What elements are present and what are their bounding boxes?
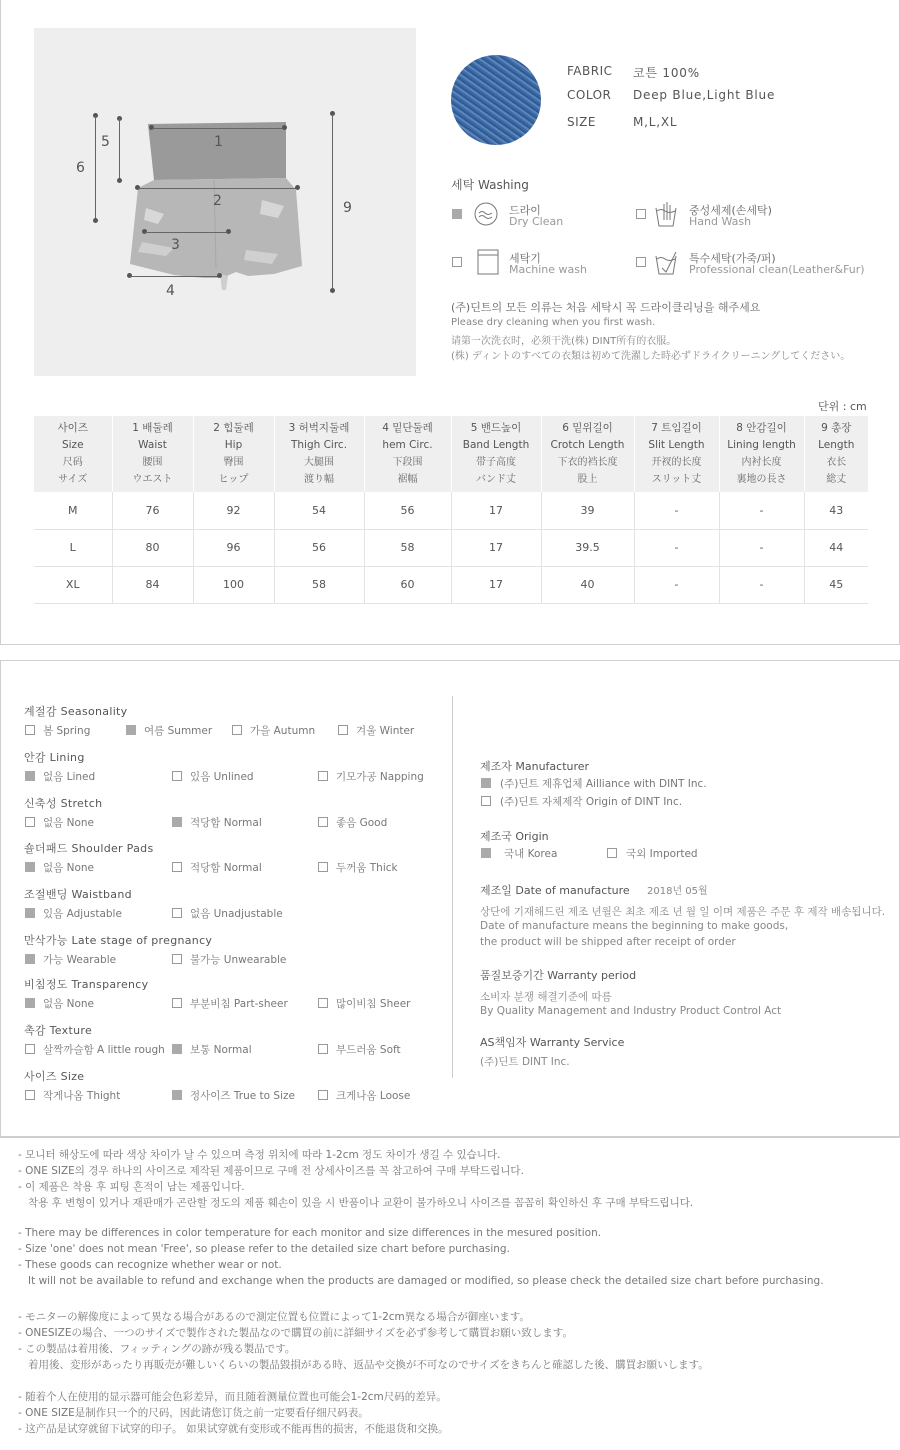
attribute-option-label: 보통 Normal (190, 1044, 252, 1056)
attribute-option-label: 많이비침 Sheer (336, 998, 411, 1010)
attribute-checkbox[interactable] (172, 1044, 182, 1054)
table-cell: 45 (804, 566, 868, 603)
attribute-option-label: 크게나옴 Loose (336, 1090, 411, 1102)
professional-clean-label-en: Professional clean(Leather&Fur) (689, 263, 865, 276)
table-cell: - (719, 529, 804, 566)
table-cell: 17 (451, 566, 541, 603)
manufacture-date-note-ko: 상단에 기재해드린 제조 년월은 최초 제조 년 월 일 이며 제품은 주문 후 제작 배송됩니다. (480, 906, 886, 918)
header-line: 臀围 (223, 457, 244, 468)
attribute-title: 촉감 Texture (24, 1024, 93, 1037)
disclaimer-section (0, 1137, 900, 1450)
attribute-checkbox[interactable] (25, 954, 35, 964)
header-line: 股上 (577, 474, 598, 485)
size-value: M,L,XL (633, 115, 678, 129)
disclaimer-line: - この製品は着用後、フィッティングの跡が残る製品です。 (18, 1343, 296, 1355)
manufacturer-origin-checkbox[interactable] (481, 796, 491, 806)
header-line: 带子高度 (476, 457, 516, 468)
dry-clean-label-en: Dry Clean (509, 215, 564, 228)
attribute-checkbox[interactable] (318, 817, 328, 827)
table-cell: 96 (193, 529, 274, 566)
table-cell: 58 (364, 529, 451, 566)
header-line: 腰围 (142, 457, 163, 468)
header-line: Slit Length (648, 439, 705, 451)
machine-wash-label: 세탁기 (509, 252, 541, 265)
machine-wash-checkbox[interactable] (452, 257, 462, 267)
fabric-label: FABRIC (567, 64, 613, 78)
attribute-checkbox[interactable] (172, 998, 182, 1008)
disclaimer-line: - These goods can recognize whether wear or not. (18, 1259, 282, 1271)
dry-clean-label: 드라이 (509, 204, 541, 217)
fabric-value: 코튼 100% (633, 66, 700, 80)
washing-note-en: Please dry cleaning when you first wash. (451, 317, 656, 328)
attribute-title: 계절감 Seasonality (24, 705, 128, 718)
dimension-label-6: 6 (76, 160, 85, 176)
attribute-checkbox[interactable] (318, 1044, 328, 1054)
washing-note-ko: (주)딘트의 모든 의류는 처음 세탁시 꼭 드라이클리닝을 해주세요 (451, 301, 761, 314)
machine-wash-label-en: Machine wash (509, 263, 587, 276)
disclaimer-line: It will not be available to refund and exchange when the products are damaged or modified, so please check the detailed size chart before purchasing. (18, 1275, 824, 1287)
header-line: 衣长 (826, 457, 847, 468)
table-cell: 58 (274, 566, 364, 603)
manufacture-date-title: 제조일 Date of manufacture (480, 884, 630, 897)
header-line: ヒップ (218, 474, 249, 485)
attribute-option-label: 적당함 Normal (190, 862, 262, 874)
table-cell: 17 (451, 492, 541, 529)
table-cell: 60 (364, 566, 451, 603)
manufacturer-title: 제조자 Manufacturer (480, 760, 590, 773)
table-cell: - (719, 566, 804, 603)
header-line: 1 배둘레 (132, 422, 173, 434)
size-table (34, 416, 868, 604)
attribute-checkbox[interactable] (318, 771, 328, 781)
header-line: hem Circ. (382, 439, 433, 451)
color-value: Deep Blue,Light Blue (633, 88, 776, 102)
header-line: 7 트임길이 (651, 422, 702, 434)
dimension-label-2: 2 (213, 193, 222, 209)
table-cell: 84 (112, 566, 193, 603)
header-line: 裏地の長さ (736, 474, 787, 485)
table-cell: - (634, 529, 719, 566)
attribute-checkbox[interactable] (172, 771, 182, 781)
attribute-title: 숄더패드 Shoulder Pads (24, 842, 154, 855)
header-line: 6 밑위길이 (562, 422, 613, 434)
manufacture-date-note-en-1: Date of manufacture means the beginning to make goods, (480, 920, 789, 932)
table-row (34, 566, 868, 603)
attribute-title: 조절밴딩 Waistband (24, 888, 132, 901)
header-line: 尺码 (62, 457, 83, 468)
attribute-title: 신축성 Stretch (24, 797, 103, 810)
origin-korea-label: 국내 Korea (504, 848, 558, 860)
header-line: 下段围 (392, 457, 423, 468)
professional-clean-icon (654, 248, 678, 276)
attribute-checkbox[interactable] (25, 771, 35, 781)
warranty-period-en: By Quality Management and Industry Product Control Act (480, 1005, 782, 1017)
attribute-option-label: 있음 Adjustable (43, 908, 122, 920)
size-table-header-cell (112, 416, 193, 492)
column-divider (452, 696, 453, 1078)
dry-clean-checkbox[interactable] (452, 209, 462, 219)
attribute-checkbox[interactable] (25, 1044, 35, 1054)
header-line: Lining length (727, 439, 796, 451)
header-line: 総丈 (826, 474, 847, 485)
dimension-label-3: 3 (171, 237, 180, 253)
table-cell: 76 (112, 492, 193, 529)
table-cell: M (34, 492, 112, 529)
header-line: 内衬长度 (741, 457, 782, 468)
disclaimer-line: - Size 'one' does not mean 'Free', so please refer to the detailed size chart before purchasing. (18, 1243, 510, 1255)
attribute-checkbox[interactable] (232, 725, 242, 735)
attribute-option-label: 여름 Summer (144, 725, 213, 737)
warranty-period-title: 품질보증기간 Warranty period (480, 969, 637, 982)
warranty-service-title: AS책임자 Warranty Service (480, 1036, 625, 1049)
size-table-header-cell (541, 416, 634, 492)
product-attributes-section (0, 660, 900, 1137)
size-table-header-cell (34, 416, 112, 492)
color-label: COLOR (567, 88, 612, 102)
header-line: 下衣的裆长度 (557, 457, 618, 468)
size-table-header-cell (451, 416, 541, 492)
header-line: 사이즈 (57, 422, 88, 434)
attribute-option-label: 있음 Unlined (190, 771, 254, 783)
table-cell: - (634, 566, 719, 603)
attribute-option-label: 좋음 Good (336, 817, 388, 829)
attribute-option-label: 적당함 Normal (190, 817, 262, 829)
hand-wash-label-en: Hand Wash (689, 215, 752, 228)
attribute-option-label: 봄 Spring (43, 725, 91, 737)
disclaimer-line: - 모니터 해상도에 따라 색상 차이가 날 수 있으며 측정 위치에 따라 1-2cm 정도 차이가 생길 수 있습니다. (18, 1149, 501, 1161)
attribute-title: 사이즈 Size (24, 1070, 85, 1083)
table-cell: 44 (804, 529, 868, 566)
header-line: 4 밑단둘레 (382, 422, 433, 434)
manufacture-date-note-en-2: the product will be shipped after receipt of order (480, 936, 736, 948)
attribute-checkbox[interactable] (318, 1090, 328, 1100)
washing-note-ja: (株) ディントのすべての衣類は初めて洗濯した時必ずドライクリーニングしてください。 (451, 351, 851, 362)
shorts-illustration (34, 28, 416, 376)
header-line: Waist (138, 439, 167, 451)
attribute-option-label: 정사이즈 True to Size (190, 1090, 295, 1102)
professional-clean-label: 특수세탁(가죽/퍼) (689, 252, 776, 265)
header-line: 大腿围 (304, 457, 334, 468)
header-line: Size (61, 439, 84, 451)
size-label: SIZE (567, 115, 596, 129)
disclaimer-line: - モニターの解像度によって異なる場合があるので測定位置も位置によって1-2cm異なる場合が御座います。 (18, 1311, 530, 1323)
size-table-header-cell (634, 416, 719, 492)
table-cell: - (719, 492, 804, 529)
size-table-header-cell (719, 416, 804, 492)
attribute-checkbox[interactable] (172, 954, 182, 964)
header-line: Band Length (462, 439, 530, 451)
size-table-header-cell (193, 416, 274, 492)
attribute-checkbox[interactable] (318, 998, 328, 1008)
disclaimer-line: - 随着个人在使用的显示器可能会色彩差异，而且随着测量位置也可能会1-2cm尺码的差异。 (18, 1391, 447, 1403)
origin-title: 제조국 Origin (480, 830, 549, 843)
attribute-checkbox[interactable] (25, 908, 35, 918)
attribute-checkbox[interactable] (318, 862, 328, 872)
header-line: Length (818, 439, 855, 451)
table-cell: 56 (364, 492, 451, 529)
table-cell: 17 (451, 529, 541, 566)
header-line: 开衩的长度 (651, 457, 702, 468)
attribute-checkbox[interactable] (25, 1090, 35, 1100)
hand-wash-icon (654, 200, 678, 228)
disclaimer-line: - 这产品是试穿就留下试穿的印子。 如果试穿就有变形或不能再售的损害，不能退货和交换。 (18, 1423, 449, 1435)
manufacturer-alliance-label: (주)딘트 제휴업체 Ailliance with DINT Inc. (500, 778, 707, 790)
attribute-option-label: 부분비침 Part-sheer (190, 998, 288, 1010)
origin-imported-label: 국외 Imported (626, 848, 698, 860)
hand-wash-checkbox[interactable] (636, 209, 646, 219)
attribute-option-label: 없음 None (43, 862, 95, 874)
header-line: 5 밴드높이 (470, 422, 522, 434)
header-line: 3 허벅지둘레 (288, 422, 350, 434)
attribute-title: 안감 Lining (24, 751, 85, 764)
attribute-checkbox[interactable] (25, 725, 35, 735)
disclaimer-line: - ONESIZEの場合、一つのサイズで製作された製品なので購買の前に詳細サイズを必ず参考して購買お願い致します。 (18, 1327, 573, 1339)
dimension-label-1: 1 (214, 134, 223, 150)
attribute-title: 비침정도 Transparency (24, 978, 149, 991)
machine-wash-icon (476, 248, 500, 276)
attribute-option-label: 작게나옴 Thight (43, 1090, 121, 1102)
dry-clean-icon (474, 201, 498, 229)
attribute-option-label: 없음 None (43, 998, 95, 1010)
disclaimer-line: - ONE SIZE의 경우 하나의 사이즈로 제작된 제품이므로 구매 전 상세사이즈를 꼭 참고하여 구매 부탁드립니다. (18, 1165, 524, 1177)
attribute-option-label: 부드러움 Soft (336, 1044, 401, 1056)
header-line: バンド丈 (476, 474, 516, 485)
attribute-checkbox[interactable] (126, 725, 136, 735)
table-cell: 56 (274, 529, 364, 566)
manufacturer-alliance-checkbox[interactable] (481, 778, 491, 788)
dimension-label-4: 4 (166, 283, 175, 299)
table-cell: L (34, 529, 112, 566)
header-line: 2 힙둘레 (213, 422, 254, 434)
hand-wash-label: 중성세제(손세탁) (689, 204, 772, 217)
table-cell: 54 (274, 492, 364, 529)
attribute-checkbox[interactable] (25, 862, 35, 872)
attribute-checkbox[interactable] (172, 817, 182, 827)
attribute-checkbox[interactable] (338, 725, 348, 735)
table-row (34, 492, 868, 529)
attribute-title: 만삭가능 Late stage of pregnancy (24, 934, 213, 947)
fabric-swatch (451, 55, 541, 145)
attribute-option-label: 겨울 Winter (356, 725, 415, 737)
professional-clean-checkbox[interactable] (636, 257, 646, 267)
table-cell: - (634, 492, 719, 529)
washing-note-zh: 请第一次洗衣时，必须干洗(株) DINT所有的衣服。 (451, 336, 677, 347)
dimension-label-5: 5 (101, 134, 110, 150)
attribute-checkbox[interactable] (25, 817, 35, 827)
disclaimer-line: - There may be differences in color temperature for each monitor and size differences in the mesured position. (18, 1227, 602, 1239)
size-table-header-cell (274, 416, 364, 492)
attribute-option-label: 가을 Autumn (250, 725, 316, 737)
attribute-option-label: 살짝까슬함 A little rough (43, 1044, 165, 1056)
size-table-header-cell (804, 416, 868, 492)
attribute-option-label: 기모가공 Napping (336, 771, 424, 783)
header-line: Thigh Circ. (290, 439, 348, 451)
origin-imported-checkbox[interactable] (607, 848, 617, 858)
header-line: Crotch Length (550, 439, 625, 451)
table-cell: 100 (193, 566, 274, 603)
table-cell: 39 (541, 492, 634, 529)
attribute-option-label: 불가능 Unwearable (190, 954, 287, 966)
header-line: スリット丈 (651, 474, 702, 485)
size-table-header (34, 416, 868, 492)
header-line: 裾幅 (397, 474, 418, 485)
attribute-option-label: 가능 Wearable (43, 954, 117, 966)
attribute-checkbox[interactable] (25, 998, 35, 1008)
header-line: サイズ (58, 474, 88, 485)
washing-title: 세탁 Washing (451, 178, 529, 192)
header-line: 8 안감길이 (736, 422, 787, 434)
attribute-checkbox[interactable] (172, 1090, 182, 1100)
attribute-option-label: 없음 Unadjustable (190, 908, 283, 920)
attribute-checkbox[interactable] (172, 862, 182, 872)
unit-label: 단위 : cm (818, 400, 867, 413)
table-cell: 39.5 (541, 529, 634, 566)
disclaimer-line: - ONE SIZE是制作只一个的尺码，因此请您订货之前一定要看仔细尺码表。 (18, 1407, 369, 1419)
table-cell: 43 (804, 492, 868, 529)
warranty-service-value: (주)딘트 DINT Inc. (480, 1056, 570, 1068)
header-line: 渡り幅 (304, 474, 334, 485)
manufacture-date-value: 2018년 05월 (647, 886, 708, 897)
table-cell: 92 (193, 492, 274, 529)
manufacturer-origin-label: (주)딘트 자체제작 Origin of DINT Inc. (500, 796, 683, 808)
disclaimer-line: 着用後、変形があったり再販売が難しいくらいの製品毀損がある時、返品や交換が不可なのでサイズをきちんと確認した後、購買お願いします。 (18, 1359, 709, 1371)
disclaimer-line: 착용 후 변형이 있거나 재판매가 곤란할 정도의 제품 훼손이 있을 시 반품이나 교환이 불가하오니 사이즈를 꼼꼼히 확인하신 후 구매 부탁드립니다. (18, 1197, 694, 1209)
header-line: 9 총장 (821, 422, 852, 434)
warranty-period-ko: 소비자 분쟁 해결기준에 따름 (480, 991, 612, 1003)
table-row (34, 529, 868, 566)
header-line: Hip (224, 439, 243, 451)
table-cell: 40 (541, 566, 634, 603)
attribute-option-label: 없음 Lined (43, 771, 96, 783)
size-diagram (34, 28, 416, 376)
disclaimer-line: - 이 제품은 착용 후 피팅 흔적이 남는 제품입니다. (18, 1181, 245, 1193)
table-cell: 80 (112, 529, 193, 566)
table-cell: XL (34, 566, 112, 603)
dimension-label-9: 9 (343, 200, 352, 216)
size-table-header-cell (364, 416, 451, 492)
origin-korea-checkbox[interactable] (481, 848, 491, 858)
attribute-checkbox[interactable] (172, 908, 182, 918)
attribute-option-label: 없음 None (43, 817, 95, 829)
attribute-option-label: 두꺼움 Thick (336, 862, 398, 874)
product-info-section (0, 0, 900, 645)
header-line: ウエスト (132, 474, 173, 485)
